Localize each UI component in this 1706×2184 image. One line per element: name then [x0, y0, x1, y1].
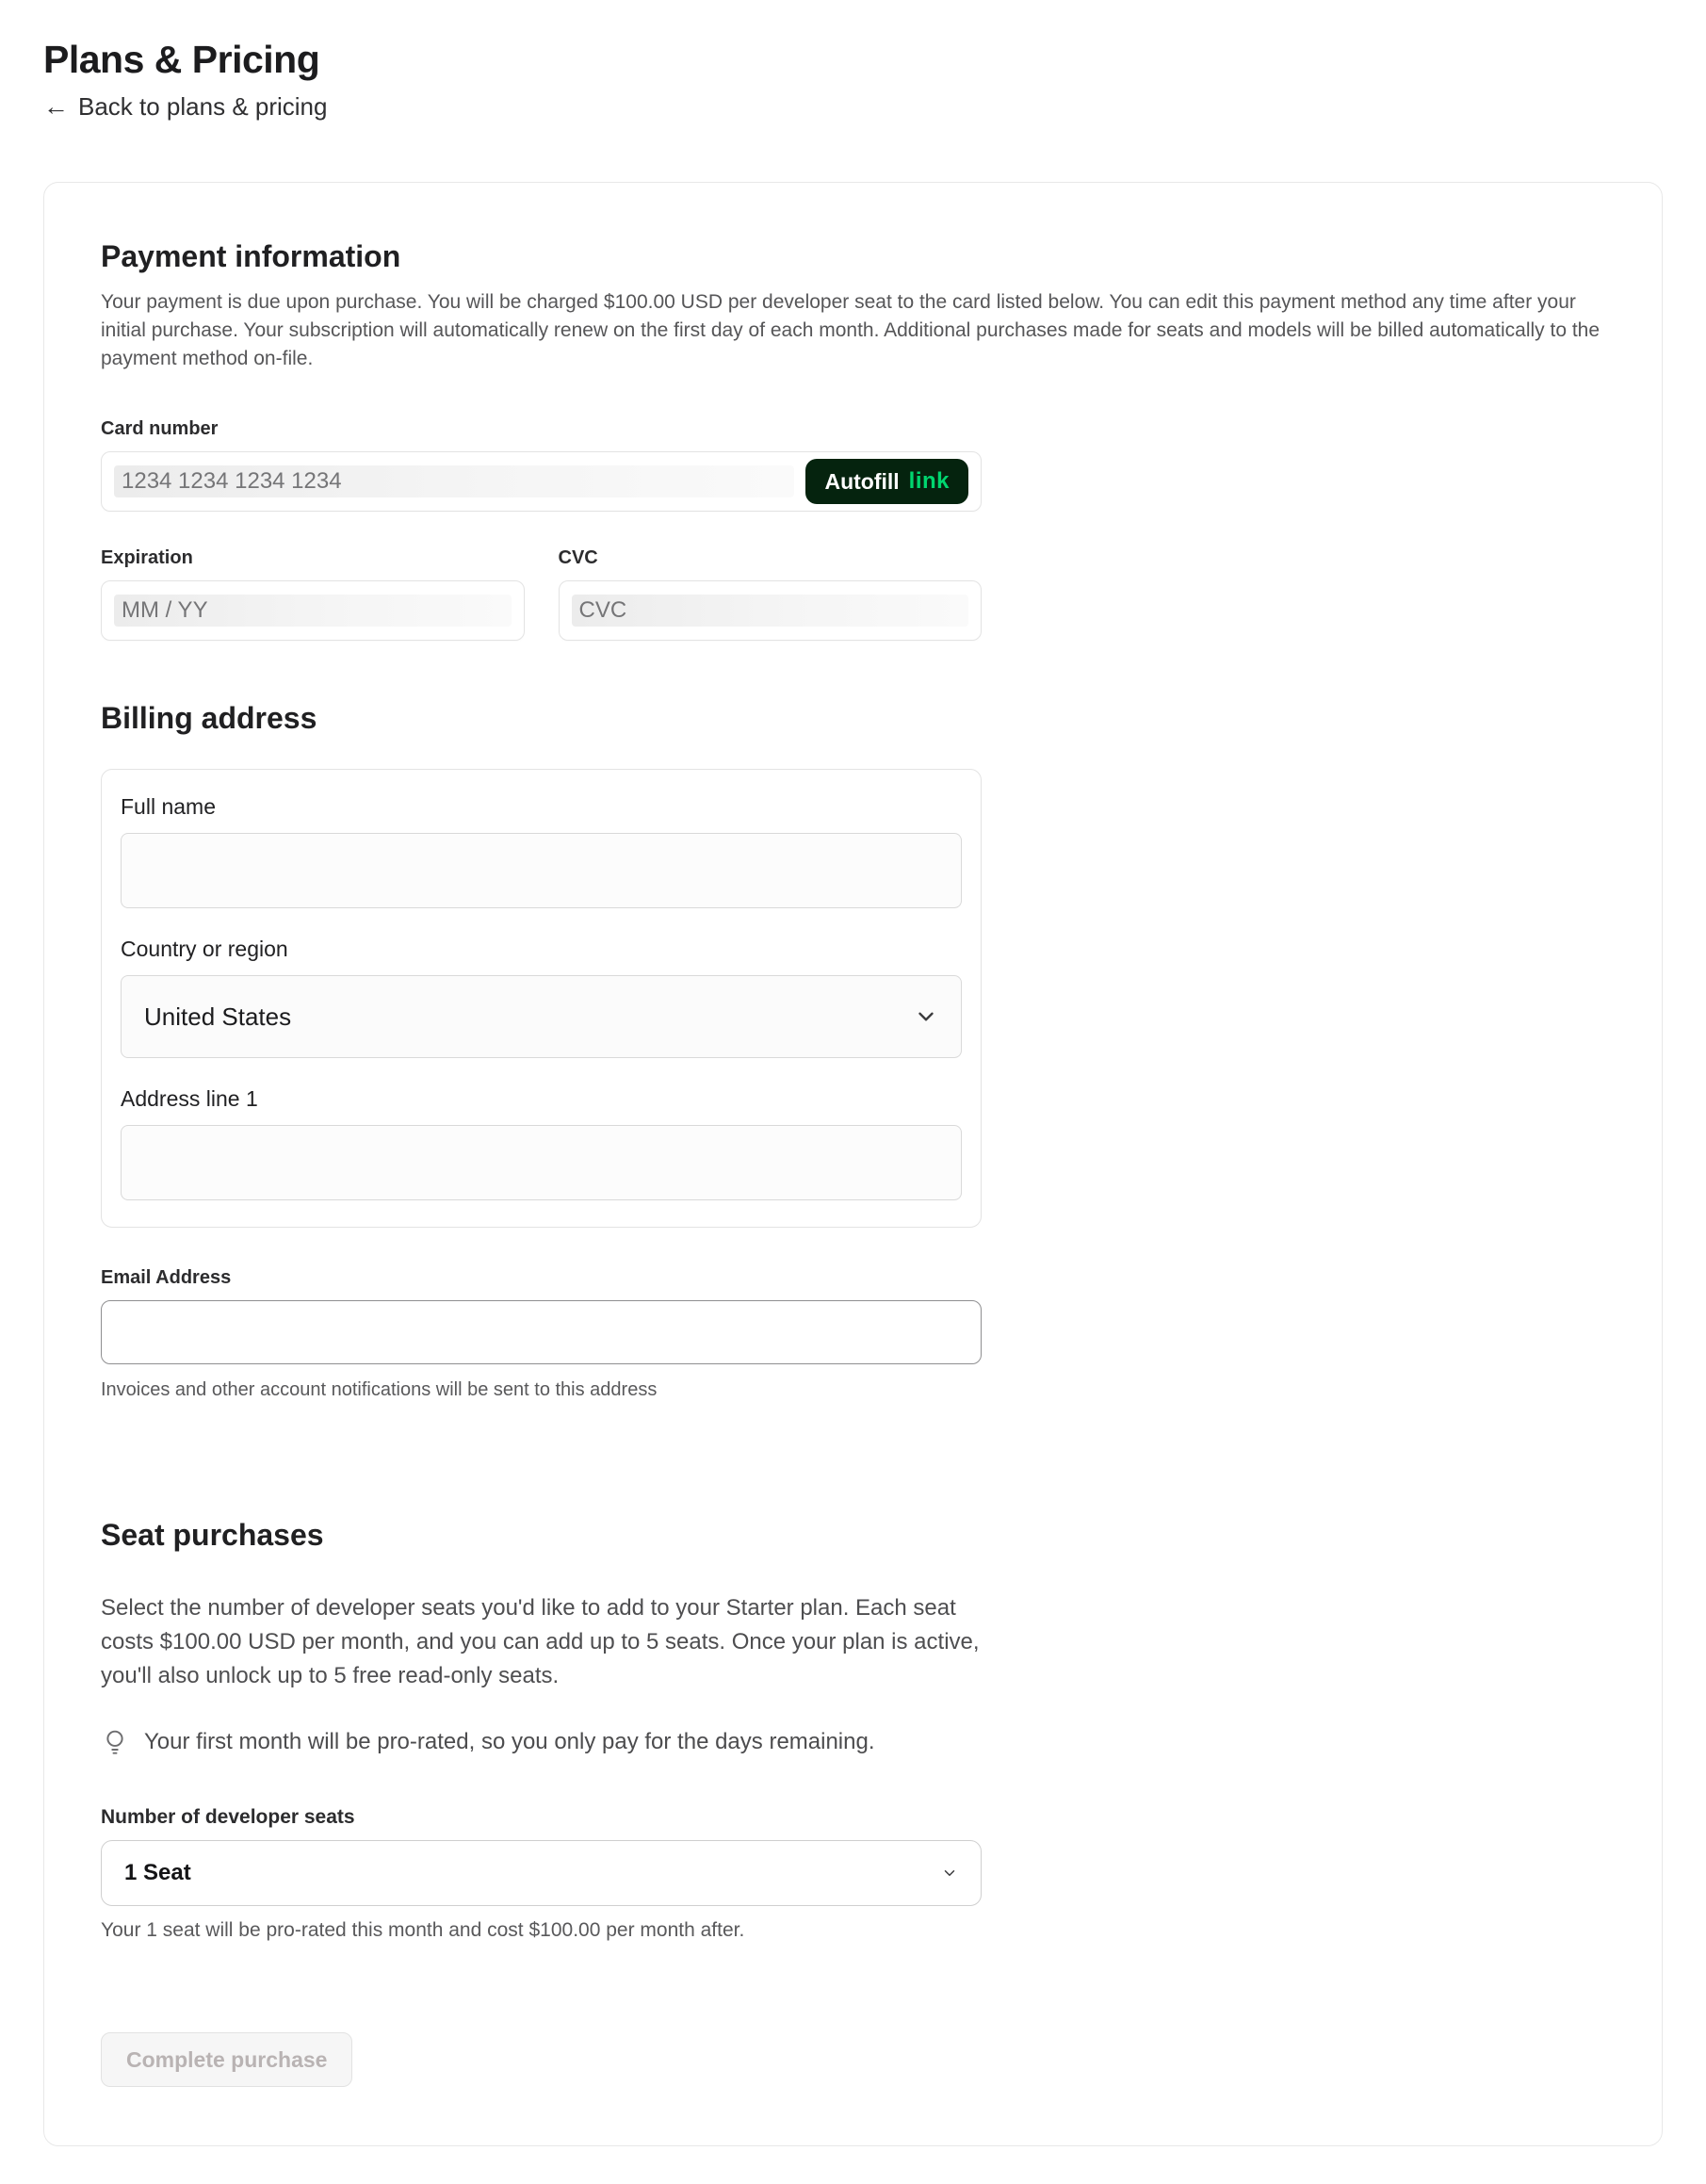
billing-address-box	[101, 769, 982, 1228]
link-logo: link	[908, 468, 950, 494]
expiration-placeholder: MM / YY	[122, 597, 208, 623]
address-line1-input[interactable]	[121, 1125, 962, 1200]
seat-count-select[interactable]	[101, 1840, 982, 1906]
back-link[interactable]	[43, 92, 327, 122]
chevron-down-icon	[941, 1865, 958, 1882]
payment-information-heading: Payment information	[101, 239, 401, 273]
full-name-input[interactable]	[121, 833, 962, 908]
email-label: Email Address	[101, 1267, 232, 1288]
seat-count-helper: Your 1 seat will be pro-rated this month and cost $100.00 per month after.	[101, 1919, 745, 1941]
back-link-label: Back to plans & pricing	[78, 92, 328, 121]
chevron-down-icon	[914, 1004, 938, 1029]
complete-purchase-button[interactable]: Complete purchase	[101, 2032, 352, 2087]
autofill-label: Autofill	[824, 468, 900, 494]
checkout-card	[43, 182, 1663, 2146]
card-number-placeholder: 1234 1234 1234 1234	[122, 468, 342, 494]
country-select-value: United States	[144, 1002, 292, 1031]
card-number-label: Card number	[101, 418, 219, 439]
seat-count-label: Number of developer seats	[101, 1806, 355, 1828]
autofill-link-button[interactable]	[805, 459, 968, 504]
cvc-placeholder: CVC	[578, 597, 627, 623]
expiration-cvc-row	[101, 512, 982, 641]
cvc-input[interactable]	[559, 580, 983, 641]
address-line1-label: Address line 1	[121, 1086, 258, 1111]
payment-description: Your payment is due upon purchase. You will be charged $100.00 USD per developer seat to the card listed below. You can edit this payment method any time after your initial purchase. Your subscription will automatically renew on the first day of each month. Additional purchases made for seats and models will be billed automatically to the payment method on-file.	[101, 291, 1600, 369]
cvc-label: CVC	[558, 547, 598, 568]
seat-count-value: 1 Seat	[124, 1860, 191, 1885]
billing-address-heading: Billing address	[101, 701, 317, 735]
email-helper-text: Invoices and other account notifications will be sent to this address	[101, 1379, 658, 1400]
page-title: Plans & Pricing	[43, 38, 320, 81]
country-select[interactable]	[121, 975, 962, 1058]
prorate-tip	[101, 1727, 991, 1757]
lightbulb-icon	[101, 1727, 129, 1757]
expiration-field-area[interactable]	[114, 595, 512, 627]
back-arrow-icon: ←	[43, 92, 69, 121]
prorate-tip-text: Your first month will be pro-rated, so you only pay for the days remaining.	[144, 1729, 875, 1754]
cvc-field-area[interactable]	[572, 595, 969, 627]
card-number-field-area[interactable]	[114, 465, 794, 497]
expiration-label: Expiration	[101, 547, 193, 568]
card-number-input[interactable]	[101, 451, 982, 512]
expiration-input[interactable]	[101, 580, 525, 641]
seat-purchases-heading: Seat purchases	[101, 1518, 324, 1552]
seat-purchases-description: Select the number of developer seats you'd like to add to your Starter plan. Each seat costs $100.00 USD per month, and you can add up to 5 seats. Once your plan is active, you'll also unlock up to 5 free read-only seats.	[101, 1595, 980, 1688]
full-name-label: Full name	[121, 794, 216, 819]
email-input[interactable]	[101, 1300, 982, 1364]
country-label: Country or region	[121, 937, 288, 961]
